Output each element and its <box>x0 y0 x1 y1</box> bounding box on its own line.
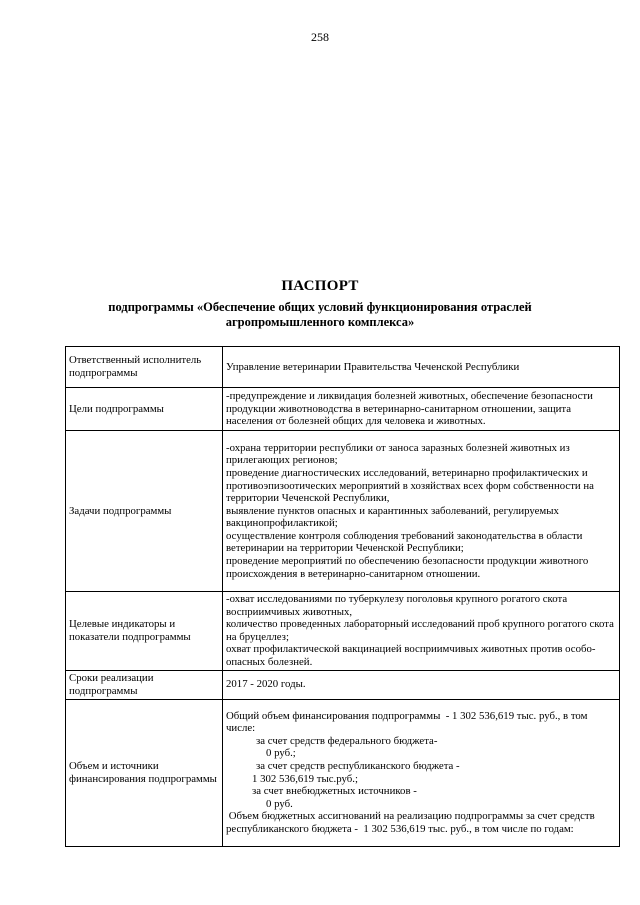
row-label-indicators: Целевые индикаторы и показатели подпрограммы <box>66 592 223 671</box>
row-value-indicators <box>223 592 620 671</box>
table-row-indicators <box>66 592 620 671</box>
page-title: ПАСПОРТ <box>281 278 359 294</box>
finance-federal-amount: 0 руб.; <box>266 747 296 760</box>
tasks-text: -охрана территории республики от заноса заразных болезней животных из прилегающих регионов; проведение диагностических исследований, ветеринарно профилактических и противоэпизоотических мероприятий в хозяйствах всех форм собственности на территории Чеченской Республики, выявление пунктов опасных и карантинных заболеваний, регулируемых вакцинопрофилактикой; осуществление контроля соблюдения требований законодательства в области ветеринарии на территории Чеченской Республики; проведение мероприятий по обеспечению безопасности продукции животного происхождения в ветеринарно-санитарном отношении. <box>226 441 594 580</box>
row-label-finance: Объем и источники финансирования подпрограммы <box>66 699 223 846</box>
table-row-goals <box>66 388 620 431</box>
finance-extrabudget-label: за счет внебюджетных источников - <box>252 785 417 798</box>
table-row-responsible <box>66 347 620 388</box>
passport-table <box>65 346 620 847</box>
page-number: 258 <box>311 30 329 44</box>
finance-budget-allocations: Объем бюджетных ассигнований на реализацию подпрограммы за счет средств республиканского бюджета - 1 302 536,619 тыс. руб., в том числе по годам: <box>226 810 598 835</box>
finance-extrabudget-amount: 0 руб. <box>266 797 293 810</box>
page-subtitle: подпрограммы «Обеспечение общих условий функционирования отраслей агропромышленного комплекса» <box>108 300 532 329</box>
row-value-finance <box>223 699 620 846</box>
indicators-text: -охват исследованиями по туберкулезу поголовья крупного рогатого скота восприимчивых животных, количество проведенных лабораторный исследований проб крупного рогатого скота на бруцеллез; охват профилактической вакцинацией восприимчивых животных против особо-опасных болезней. <box>226 593 614 668</box>
row-value-tasks <box>223 431 620 592</box>
finance-republic-amount: 1 302 536,619 тыс.руб.; <box>252 772 358 785</box>
row-value-terms: 2017 - 2020 годы. <box>223 670 620 699</box>
table-row-tasks <box>66 431 620 592</box>
finance-republic-label: за счет средств республиканского бюджета - <box>256 759 460 772</box>
row-label-tasks: Задачи подпрограммы <box>66 431 223 592</box>
row-label-responsible: Ответственный исполнитель подпрограммы <box>66 347 223 388</box>
row-value-goals: -предупреждение и ликвидация болезней животных, обеспечение безопасности продукции животноводства в ветеринарно-санитарном отношении, защита населения от болезней общих для человека и животных. <box>223 388 620 431</box>
table-row-finance <box>66 699 620 846</box>
finance-total: Общий объем финансирования подпрограммы - 1 302 536,619 тыс. руб., в том числе: <box>226 709 591 735</box>
row-label-terms: Сроки реализации подпрограммы <box>66 670 223 699</box>
row-label-goals: Цели подпрограммы <box>66 388 223 431</box>
table-row-terms <box>66 670 620 699</box>
finance-federal-label: за счет средств федерального бюджета- <box>256 734 438 747</box>
row-value-responsible: Управление ветеринарии Правительства Чеченской Республики <box>223 347 620 388</box>
